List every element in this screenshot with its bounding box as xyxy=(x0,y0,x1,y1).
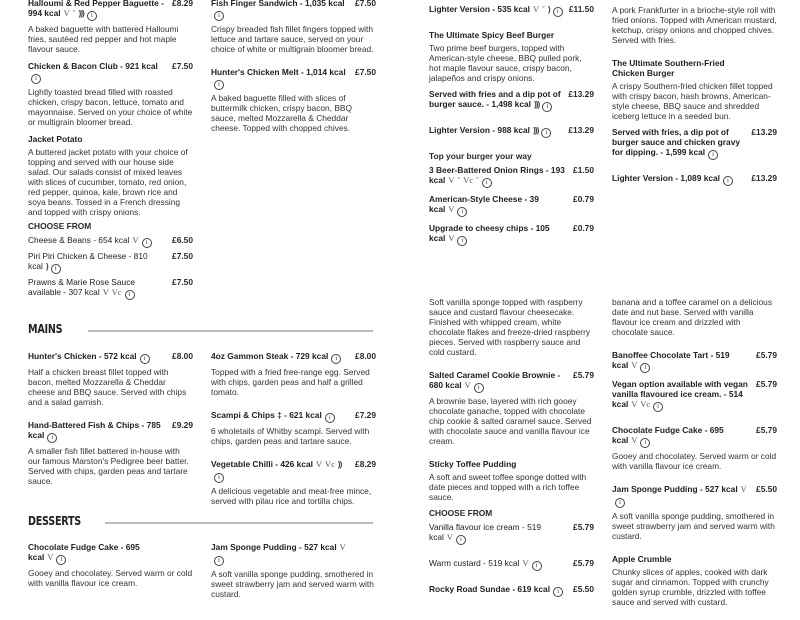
vegetarian-icon: V xyxy=(339,543,346,552)
column-burgers-left xyxy=(429,4,594,252)
item-title xyxy=(211,542,376,566)
item-title xyxy=(429,522,594,545)
item-title xyxy=(429,584,594,597)
column-desserts-page-left xyxy=(429,297,594,610)
info-icon[interactable]: i xyxy=(456,535,466,545)
item-kcal: - 785 kcal xyxy=(28,420,161,440)
item-name: The Ultimate Southern-Fried Chicken Burger xyxy=(612,58,725,78)
item-title xyxy=(429,30,594,40)
item-description: A crispy Southern-fried chicken fillet topped with crispy bacon, hash browns, American-style cheese, BBQ sauce and shredded iceberg lettuce in a seeded bun. xyxy=(612,81,773,121)
info-icon[interactable]: i xyxy=(87,11,97,21)
menu-item xyxy=(28,542,193,588)
item-description: 6 wholetails of Whitby scampi. Served with chips, garden peas and tartare sauce. xyxy=(211,426,370,446)
item-price: £8.29 xyxy=(172,0,193,8)
item-title xyxy=(28,0,193,21)
chili-hot-icon: ))) xyxy=(533,99,540,109)
item-name: Warm custard xyxy=(429,558,481,568)
vegan-icon: Vc xyxy=(111,288,122,297)
page-right-top xyxy=(400,0,800,295)
item-name: Halloumi & Red Pepper Baguette xyxy=(28,0,159,8)
menu-item xyxy=(612,350,777,373)
section-title-mains: MAINS xyxy=(28,322,63,336)
info-icon[interactable]: i xyxy=(640,363,650,373)
item-kcal: - 810 kcal xyxy=(28,251,148,271)
item-name: Lighter Version xyxy=(429,125,490,135)
item-price: £8.00 xyxy=(355,351,376,361)
menu-item xyxy=(612,127,777,160)
info-icon[interactable]: i xyxy=(47,433,57,443)
item-price: £7.50 xyxy=(355,67,376,77)
menu-item xyxy=(429,4,594,17)
item-kcal: - 1,035 kcal xyxy=(299,0,345,8)
item-description: A soft vanilla sponge pudding, smothered in sweet strawberry jam and served warm with custard. xyxy=(612,511,775,541)
item-price: £8.29 xyxy=(355,459,376,469)
item-name: Apple Crumble xyxy=(612,554,672,564)
item-name: Banoffee Chocolate Tart xyxy=(612,350,709,360)
menu-option xyxy=(28,251,193,274)
vegetarian-icon: V xyxy=(631,436,638,445)
info-icon[interactable]: i xyxy=(214,80,224,90)
item-price: £5.79 xyxy=(573,558,594,568)
item-title xyxy=(429,370,594,393)
chili-medium-icon: )) xyxy=(337,459,342,469)
item-kcal: - 307 kcal xyxy=(63,287,100,297)
item-price: £7.50 xyxy=(172,61,193,71)
info-icon[interactable]: i xyxy=(125,290,135,300)
item-name: Vegetable Chilli xyxy=(211,459,273,469)
item-price: £13.29 xyxy=(751,127,777,137)
item-description: A smaller fish fillet battered in-house with our famous Marston's Pedigree beer batter. Served with chips, garden peas and tartare sauce. xyxy=(28,446,189,486)
vegetarian-icon: V xyxy=(448,205,455,214)
item-name: Jacket Potato xyxy=(28,134,83,144)
menu-option xyxy=(429,558,594,571)
info-icon[interactable]: i xyxy=(214,473,224,483)
item-title xyxy=(612,379,777,412)
menu-item xyxy=(612,554,777,607)
item-name: Upgrade to cheesy chips xyxy=(429,223,529,233)
item-name: Vanilla flavour ice cream xyxy=(429,522,520,532)
item-description: banana and a toffee caramel on a delicious date and nut base. Served with vanilla flavour ice cream and drizzled with chocolate sauce. xyxy=(612,297,773,337)
item-name: Hunter's Chicken Melt xyxy=(211,67,299,77)
menu-item xyxy=(612,297,777,337)
menu-item xyxy=(211,67,376,133)
menu-item xyxy=(28,420,193,486)
item-price: £7.50 xyxy=(172,277,193,287)
column-sandwiches-right xyxy=(211,0,376,146)
vegetarian-icon: V xyxy=(448,176,455,185)
info-icon[interactable]: i xyxy=(325,413,335,423)
item-price: £5.79 xyxy=(573,522,594,532)
menu-item xyxy=(28,0,193,54)
menu-item xyxy=(429,30,594,83)
vegetarian-icon: V xyxy=(533,5,540,14)
info-icon[interactable]: i xyxy=(542,102,552,112)
item-description: A pork Frankfurter in a brioche-style roll with fried onions. Topped with American mustard, ketchup, crispy onions and chopped chives. Served with fries. xyxy=(612,5,777,45)
info-icon[interactable]: i xyxy=(331,354,341,364)
vegetarian-icon: V xyxy=(522,559,529,568)
item-kcal: - 695 kcal xyxy=(612,425,724,445)
subheading: Top your burger your way xyxy=(429,151,532,161)
item-name: 3 Beer-Battered Onion Rings xyxy=(429,165,544,175)
item-title xyxy=(612,58,777,78)
item-kcal: - 695 kcal xyxy=(28,542,140,562)
vegetarian-icon: V xyxy=(446,533,453,542)
vegetarian-icon: V xyxy=(631,361,638,370)
column-burgers-right xyxy=(612,5,777,199)
item-title xyxy=(211,459,376,483)
vegetarian-icon: V xyxy=(740,485,747,494)
menu-item xyxy=(612,58,777,121)
menu-item xyxy=(429,165,594,188)
item-kcal: - 1,089 kcal xyxy=(675,173,720,183)
item-description: A buttered jacket potato with your choice of topping and served with our house side salad. Our salads consist of mixed leaves with slices of cucumber, tomato, red onion, red pepper, quinoa, kale, brown rice and soya beans. Tossed in a French dressing and topped with crispy onions. xyxy=(28,147,188,217)
item-kcal: - 680 kcal xyxy=(429,370,561,390)
menu-item xyxy=(429,370,594,446)
chili-mild-icon: ) xyxy=(547,4,550,14)
item-name: Lighter Version xyxy=(612,173,673,183)
item-name: 4oz Gammon Steak xyxy=(211,351,289,361)
item-title xyxy=(28,61,193,84)
column-sandwiches-left xyxy=(28,0,193,303)
menu-item xyxy=(211,351,376,397)
item-price: £13.29 xyxy=(568,89,594,99)
item-title xyxy=(612,350,777,373)
item-price: £7.50 xyxy=(172,251,193,261)
column-desserts-page-right xyxy=(612,297,777,620)
menu-item xyxy=(28,351,193,407)
item-kcal: - 519 kcal xyxy=(429,522,542,542)
item-title xyxy=(429,223,594,246)
item-title xyxy=(211,0,376,21)
item-name: Cheese & Beans xyxy=(28,235,91,245)
vegan-icon: Vc xyxy=(325,460,335,469)
item-description: A brownie base, layered with rich gooey chocolate ganache, topped with chocolate chip cookie & salted caramel sauce. Served with chocolate sauce and vanilla flavour ice cream. xyxy=(429,396,592,446)
mark-icon: ˇ xyxy=(542,5,545,14)
item-name: The Ultimate Spicy Beef Burger xyxy=(429,30,555,40)
item-kcal: - 619 kcal xyxy=(512,584,551,594)
item-title xyxy=(28,251,193,274)
item-kcal: - 988 kcal xyxy=(492,125,531,135)
info-icon[interactable]: i xyxy=(140,354,150,364)
item-name: American-Style Cheese xyxy=(429,194,523,204)
item-description: Half a chicken breast fillet topped with bacon, melted Mozzarella & Cheddar cheese and BBQ sauce. Served with chips and a salad garnish. xyxy=(28,367,187,407)
menu-item xyxy=(429,297,594,357)
vegan-icon: Vc xyxy=(463,176,473,185)
info-icon[interactable]: i xyxy=(457,207,467,217)
chili-hot-icon: ))) xyxy=(533,125,539,135)
menu-option xyxy=(28,277,193,300)
item-price: £6.50 xyxy=(172,235,193,245)
item-name: Jam Sponge Pudding xyxy=(612,484,698,494)
item-price: £1.50 xyxy=(573,165,594,175)
menu-item xyxy=(429,459,594,502)
item-name: Scampi & Chips ‡ xyxy=(211,410,282,420)
section-title-desserts: DESSERTS xyxy=(28,514,81,528)
info-icon[interactable]: i xyxy=(142,238,152,248)
menu-item xyxy=(211,542,376,599)
vegetarian-icon: V xyxy=(132,236,139,245)
info-icon[interactable]: i xyxy=(541,128,551,138)
menu-option xyxy=(28,235,193,248)
vegan-icon: Vc xyxy=(640,400,651,409)
item-title xyxy=(28,351,193,364)
item-title xyxy=(211,410,376,423)
item-price: £7.29 xyxy=(355,410,376,420)
item-description: Soft vanilla sponge topped with raspberry sauce and custard flavour cheesecake. Finished with whipped cream, white chocolate flakes and freeze-dried raspberry pieces. Served with raspberry sauce and cold custard. xyxy=(429,297,591,357)
item-description: Lightly toasted bread filled with roasted chicken, crispy bacon, lettuce, tomato and mayonnaise. Served on your choice of white or multigrain bloomer bread. xyxy=(28,87,193,127)
item-kcal: - 527 kcal xyxy=(699,484,738,494)
item-price: £5.79 xyxy=(573,370,594,380)
menu-item xyxy=(211,410,376,446)
item-description: A soft and sweet toffee sponge dotted with date pieces and topped with a rich toffee sauce. xyxy=(429,472,587,502)
item-title xyxy=(429,194,594,217)
item-title xyxy=(429,165,594,188)
item-price: £5.79 xyxy=(756,425,777,435)
item-name: Chicken & Bacon Club xyxy=(28,61,118,71)
vegetarian-icon: V xyxy=(63,9,70,18)
item-description: Crispy breaded fish fillet fingers topped with lettuce and tartare sauce, served on your choice of white or multigrain bloomer bread. xyxy=(211,24,374,54)
item-price: £7.50 xyxy=(355,0,376,8)
item-description: Topped with a fried free-range egg. Served with chips, garden peas and half a grilled tomato. xyxy=(211,367,370,397)
item-kcal: - 514 kcal xyxy=(612,389,743,409)
info-icon[interactable]: i xyxy=(653,402,663,412)
item-title xyxy=(612,484,777,508)
info-icon[interactable]: i xyxy=(553,7,563,17)
item-price: £0.79 xyxy=(573,223,594,233)
vegetarian-icon: V xyxy=(464,381,471,390)
column-desserts-right xyxy=(211,542,376,612)
item-price: £5.79 xyxy=(756,379,777,389)
item-kcal: - 921 kcal xyxy=(120,61,158,71)
item-title xyxy=(612,554,777,564)
item-kcal: - 519 kcal xyxy=(612,350,730,370)
subheading: CHOOSE FROM xyxy=(28,221,92,231)
item-description: Gooey and chocolatey. Served warm or cold with vanilla flavour ice cream. xyxy=(612,451,777,471)
item-name: Lighter Version xyxy=(429,4,490,14)
subheading: CHOOSE FROM xyxy=(429,508,493,518)
item-price: £8.00 xyxy=(172,351,193,361)
info-icon[interactable]: i xyxy=(723,176,733,186)
item-kcal: - 654 kcal xyxy=(93,235,130,245)
menu-item xyxy=(612,379,777,412)
item-description: Chunky slices of apples, cooked with dark sugar and cinnamon. Topped with crunchy golden syrup crumble, drizzled with toffee sauce and served with custard. xyxy=(612,567,769,607)
info-icon[interactable]: i xyxy=(708,150,718,160)
mark-icon: ˇ xyxy=(475,176,479,185)
item-name: Vegan option available with vegan vanilla flavoured ice cream. xyxy=(612,379,748,399)
item-kcal: - 193 kcal xyxy=(429,165,565,185)
item-name: Prawns & Marie Rose Sauce available xyxy=(28,277,136,297)
item-name: Sticky Toffee Pudding xyxy=(429,459,517,469)
item-name: Chocolate Fudge Cake xyxy=(28,542,119,552)
item-kcal: - 572 kcal xyxy=(98,351,137,361)
item-description: Gooey and chocolatey. Served warm or cold with vanilla flavour ice cream. xyxy=(28,568,193,588)
section-divider xyxy=(105,522,373,524)
item-description: A soft vanilla sponge pudding, smothered in sweet strawberry jam and served warm with custard. xyxy=(211,569,374,599)
item-kcal: - 621 kcal xyxy=(284,410,322,420)
vegetarian-icon: V xyxy=(631,400,638,409)
item-kcal: - 39 kcal xyxy=(429,194,539,214)
info-icon[interactable]: i xyxy=(615,498,625,508)
item-kcal: - 535 kcal xyxy=(492,4,531,14)
info-icon[interactable]: i xyxy=(214,556,224,566)
mark-icon: ˇ xyxy=(72,9,76,18)
item-price: £5.50 xyxy=(573,584,594,594)
vegetarian-icon: V xyxy=(47,553,54,562)
item-kcal: - 527 kcal xyxy=(298,542,337,552)
item-kcal: - 519 kcal xyxy=(483,558,520,568)
item-kcal: - 994 kcal xyxy=(28,0,164,18)
item-title xyxy=(211,351,376,364)
item-name: Chocolate Fudge Cake xyxy=(612,425,703,435)
mark-icon: ˇ xyxy=(457,176,461,185)
item-price: £5.50 xyxy=(756,484,777,494)
info-icon[interactable]: i xyxy=(482,178,492,188)
menu-item xyxy=(612,5,777,45)
info-icon[interactable]: i xyxy=(56,555,66,565)
menu-item xyxy=(429,223,594,246)
item-price: £13.29 xyxy=(751,173,777,183)
item-kcal: - 1,498 kcal xyxy=(486,99,531,109)
menu-item xyxy=(28,134,193,217)
item-name: Jam Sponge Pudding xyxy=(211,542,297,552)
item-description: A baked baguette filled with slices of buttermilk chicken, crispy bacon, BBQ sauce, melted Mozzarella & Cheddar cheese. Topped with chopped chives. xyxy=(211,93,353,133)
menu-item xyxy=(429,89,594,112)
menu-item xyxy=(211,459,376,506)
item-description: Two prime beef burgers, topped with American-style cheese, BBQ pulled pork, hot maple flavour sauce, crispy bacon, jalapeños and crispy onions. xyxy=(429,43,582,83)
item-price: £5.79 xyxy=(756,350,777,360)
item-kcal: - 1,014 kcal xyxy=(300,67,346,77)
item-title xyxy=(429,558,594,571)
item-kcal: - 105 kcal xyxy=(429,223,550,243)
item-title xyxy=(28,542,193,565)
item-kcal: - 1,599 kcal xyxy=(660,147,706,157)
menu-item xyxy=(612,425,777,471)
item-title xyxy=(211,67,376,90)
page-right-bottom xyxy=(400,297,800,607)
chili-hot-icon: ))) xyxy=(78,8,84,18)
info-icon[interactable]: i xyxy=(51,264,61,274)
menu-item xyxy=(612,173,777,186)
info-icon[interactable]: i xyxy=(553,587,563,597)
info-icon[interactable]: i xyxy=(457,236,467,246)
menu-option xyxy=(429,522,594,545)
item-price: £13.29 xyxy=(568,125,594,135)
menu-item xyxy=(28,61,193,127)
item-title xyxy=(28,235,193,248)
item-name: Hand-Battered Fish & Chips xyxy=(28,420,140,430)
item-price: £0.79 xyxy=(573,194,594,204)
item-title xyxy=(28,134,193,144)
section-divider xyxy=(88,330,373,332)
item-price: £9.29 xyxy=(172,420,193,430)
menu-item xyxy=(429,125,594,138)
info-icon[interactable]: i xyxy=(31,74,41,84)
item-title xyxy=(612,425,777,448)
item-name: Piri Piri Chicken & Cheese xyxy=(28,251,127,261)
item-name: Salted Caramel Cookie Brownie xyxy=(429,370,556,380)
item-title xyxy=(28,277,193,300)
item-price: £11.50 xyxy=(568,4,594,14)
item-name: Fish Finger Sandwich xyxy=(211,0,298,8)
column-desserts-left xyxy=(28,542,193,601)
item-name: Served with fries, a dip pot of burger sauce and chicken gravy for dipping. xyxy=(612,127,741,157)
item-name: Served with fries and a dip pot of burger sauce. xyxy=(429,89,561,109)
item-kcal: - 426 kcal xyxy=(275,459,313,469)
menu-item xyxy=(429,584,594,597)
vegetarian-icon: V xyxy=(102,288,109,297)
chili-mild-icon: ) xyxy=(45,261,48,271)
menu-item xyxy=(612,484,777,541)
vegetarian-icon: V xyxy=(315,460,323,469)
item-name: Hunter's Chicken xyxy=(28,351,97,361)
item-description: A delicious vegetable and meat-free mince, served with pilau rice and tortilla chips. xyxy=(211,486,372,506)
item-description: A baked baguette with battered Halloumi fries, sautéed red pepper and hot maple flavour sauce. xyxy=(28,24,179,54)
item-title xyxy=(429,459,594,469)
menu-item xyxy=(429,194,594,217)
column-mains-left xyxy=(28,351,193,499)
item-kcal: - 729 kcal xyxy=(290,351,329,361)
item-name: Rocky Road Sundae xyxy=(429,584,510,594)
column-mains-right xyxy=(211,351,376,519)
item-title xyxy=(28,420,193,443)
info-icon[interactable]: i xyxy=(474,383,484,393)
info-icon[interactable]: i xyxy=(532,561,542,571)
info-icon[interactable]: i xyxy=(214,11,224,21)
menu-item xyxy=(211,0,376,54)
info-icon[interactable]: i xyxy=(640,438,650,448)
vegetarian-icon: V xyxy=(448,234,455,243)
